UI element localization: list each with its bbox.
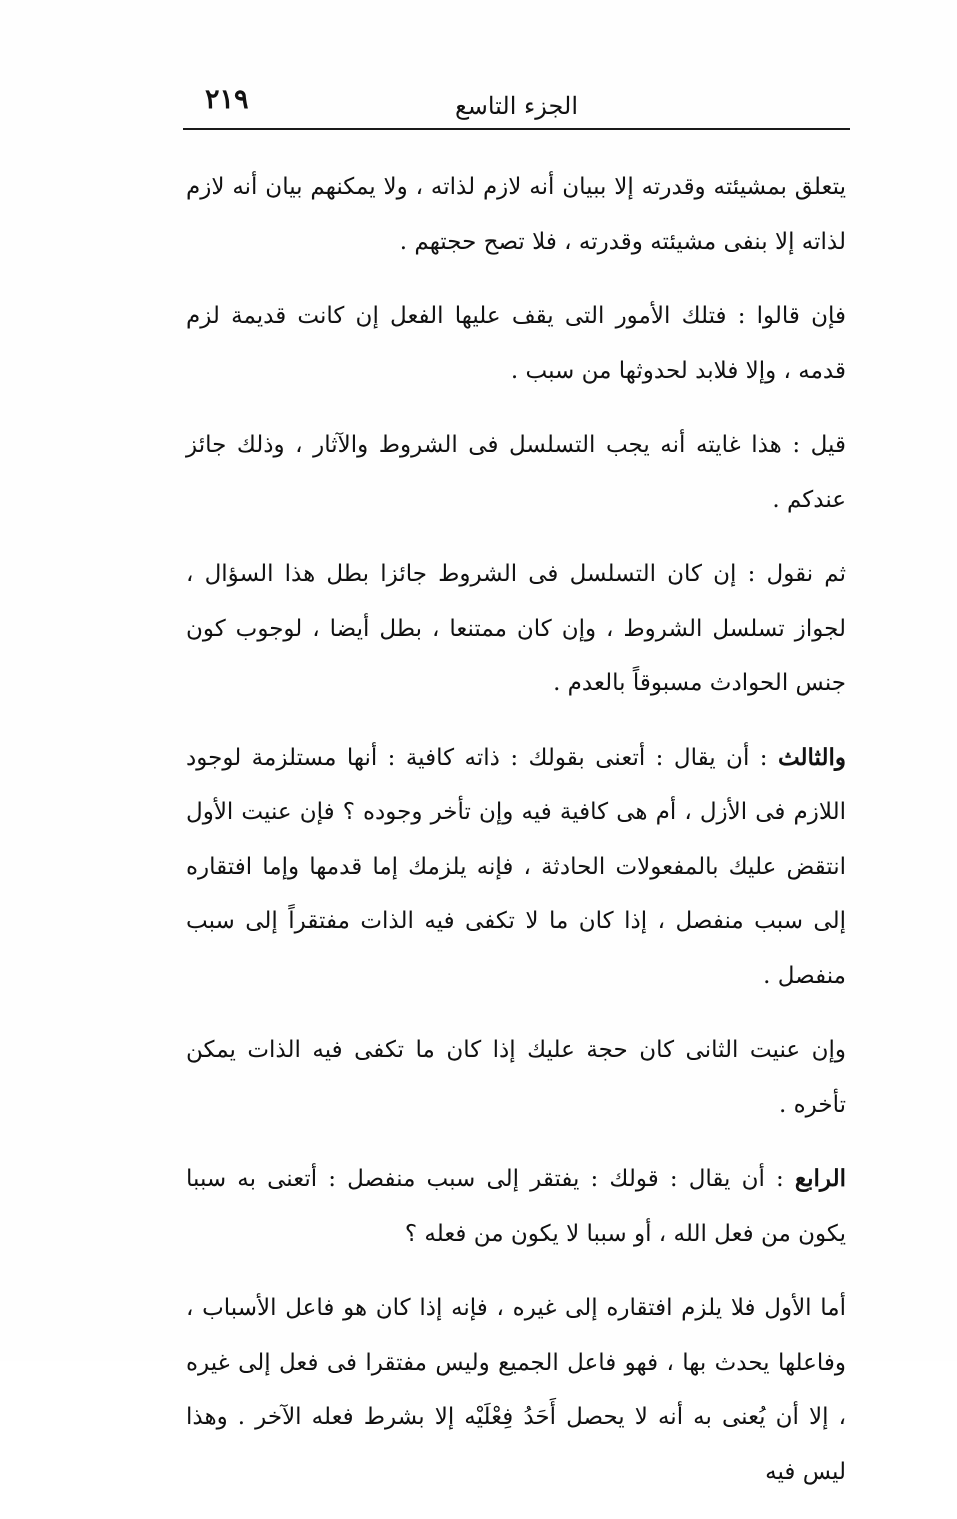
header-divider (183, 128, 850, 130)
paragraph (186, 1023, 846, 1132)
paragraph (186, 547, 846, 711)
paragraph-text: فإن قالوا : فتلك الأمور التى يقف عليها الفعل إن كانت قديمة لزم قدمه ، وإلا فلابد لحدوثها من سبب . (186, 303, 846, 384)
paragraph (186, 1281, 846, 1499)
paragraph (186, 731, 846, 1004)
paragraph-text: : أن يقال : قولك : يفتقر إلى سبب منفصل : أتعنى به سببا يكون من فعل الله ، أو سببا لا يكون من فعله ؟ (186, 1166, 846, 1247)
paragraph (186, 289, 846, 398)
paragraph-text: يتعلق بمشيئته وقدرته إلا ببيان أنه لازم لذاته ، ولا يمكنهم بيان أنه لازم لذاته إلا بنفى مشيئته وقدرته ، فلا تصح حجتهم . (186, 174, 846, 255)
page-body (186, 160, 846, 1519)
chapter-title: الجزء التاسع (454, 92, 579, 120)
paragraph (186, 160, 846, 269)
paragraph (186, 418, 846, 527)
section-lead-third: والثالث (777, 743, 846, 771)
page-number: ٢١٩ (205, 84, 249, 115)
paragraph-text: : أن يقال : أتعنى بقولك : ذاته كافية : أنها مستلزمة لوجود اللازم فى الأزل ، أم هى كافية فيه وإن تأخر وجوده ؟ فإن عنيت الأول انتقض عليك بالمفعولات الحادثة ، فإنه يلزمك إما قدمها وإما افتقاره إلى سبب منفصل ، إذا كان ما لا تكفى فيه الذات مفتقراً إلى سبب منفصل . (186, 744, 846, 989)
paragraph-text: قيل : هذا غايته أنه يجب التسلسل فى الشروط والآثار ، وذلك جائز عندكم . (186, 432, 846, 513)
section-lead-fourth: الرابع (794, 1165, 846, 1192)
paragraph-text: أما الأول فلا يلزم افتقاره إلى غيره ، فإنه إذا كان هو فاعل الأسباب ، وفاعلها يحدث بها ، فهو فاعل الجميع وليس مفتقرا فى فعل إلى غيره ، إلا أن يُعنى به أنه لا يحصل أَحَدُ فِعْلَيْه إلا بشرط فعله الآخر . وهذا ليس فيه (186, 1295, 846, 1485)
paragraph-text: وإن عنيت الثانى كان حجة عليك إذا كان ما تكفى فيه الذات يمكن تأخره . (186, 1037, 846, 1118)
paragraph (186, 1152, 846, 1261)
paragraph-text: ثم نقول : إن كان التسلسل فى الشروط جائزا بطل هذا السؤال ، لجواز تسلسل الشروط ، وإن كان ممتنعا ، بطل أيضا ، لوجوب كون جنس الحوادث مسبوقاً بالعدم . (186, 561, 846, 696)
